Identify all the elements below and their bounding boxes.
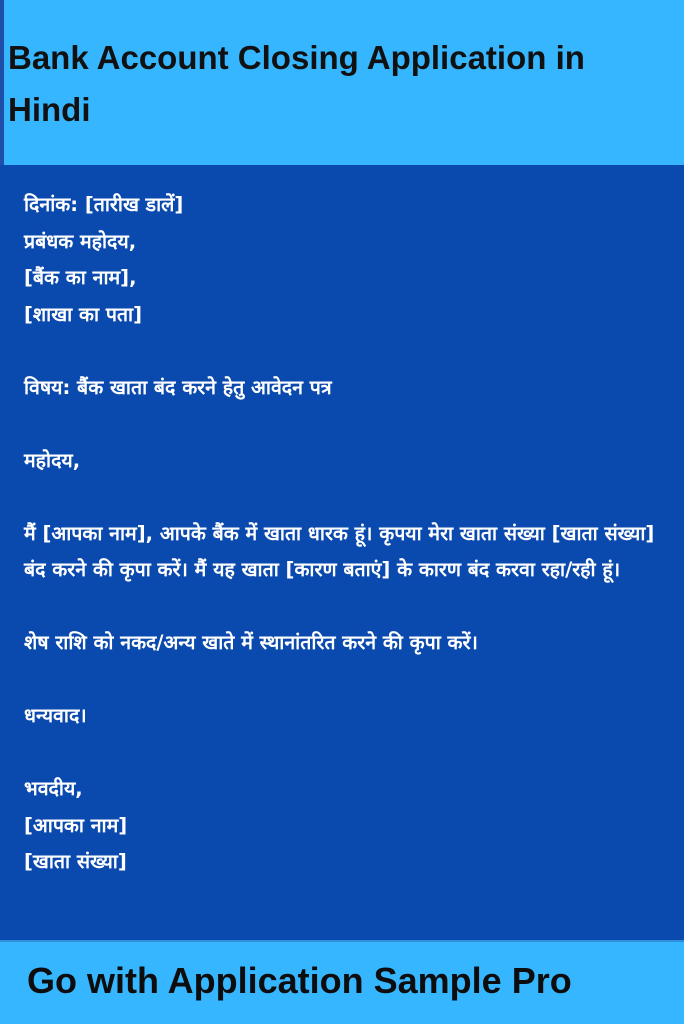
spacer — [24, 406, 670, 443]
letter-recipient: प्रबंधक महोदय, — [24, 229, 137, 253]
letter-branch-address: [शाखा का पता] — [24, 302, 142, 326]
letter-content — [24, 187, 670, 881]
letter-subject: विषय: बैंक खाता बंद करने हेतु आवेदन पत्र — [24, 375, 332, 399]
footer-text: Go with Application Sample Pro — [27, 960, 572, 1001]
letter-signature-name: [आपका नाम] — [24, 813, 128, 837]
spacer — [24, 662, 670, 699]
letter-date: दिनांक: [तारीख डालें] — [24, 193, 184, 216]
letter-thanks: धन्यवाद। — [24, 704, 87, 727]
letter-signature-account: [खाता संख्या] — [24, 850, 127, 873]
letter-closing: भवदीय, — [24, 777, 83, 800]
spacer — [24, 735, 670, 772]
letter-salutation: महोदय, — [24, 448, 81, 472]
letter-panel — [0, 165, 684, 940]
letter-balance-request: शेष राशि को नकद/अन्य खाते में स्थानांतरित करने की कृपा करें। — [24, 631, 478, 654]
footer-banner — [0, 940, 684, 1024]
header-banner — [0, 0, 684, 165]
letter-body: मैं [आपका नाम], आपके बैंक में खाता धारक हूं। कृपया मेरा खाता संख्या [खाता संख्या] बंद करने की कृपा करें। मैं यह खाता [कारण बताएं] के कारण बंद करवा रहा/रही हूं। — [24, 521, 655, 581]
spacer — [24, 479, 670, 516]
letter-bank-name: [बैंक का नाम], — [24, 266, 137, 289]
spacer — [24, 589, 670, 626]
spacer — [24, 333, 670, 370]
page-title: Bank Account Closing Application in Hindi — [8, 39, 585, 128]
